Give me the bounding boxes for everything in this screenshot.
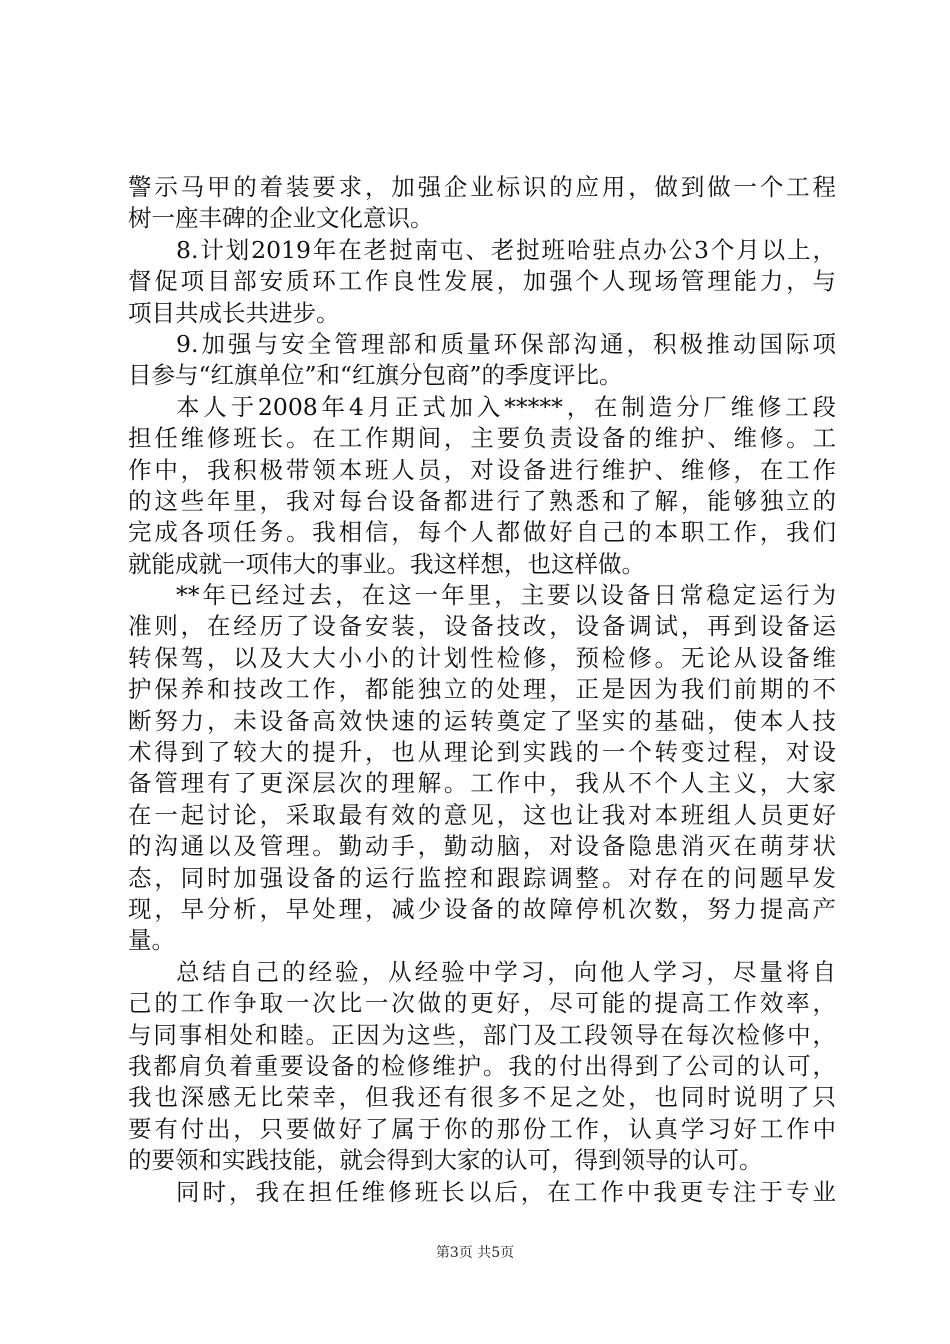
page-number-label: 第3页 共5页 [435,1245,515,1261]
text-line: 在一起讨论，采取最有效的意见，这也让我对本班组人员更好 [128,800,836,829]
text-line: 我都肩负着重要设备的检修维护。我的付出得到了公司的认可， [128,1051,836,1080]
text-line: 警示马甲的着装要求，加强企业标识的应用，做到做一个工程 [128,173,836,201]
paragraph [128,172,836,235]
text-line: 断努力，未设备高效快速的运转奠定了坚实的基础，使本人技 [128,706,836,735]
text-line: 与同事相处和睦。正因为这些，部门及工段领导在每次检修中， [128,1020,836,1049]
text-line: 我也深感无比荣幸，但我还有很多不足之处，也同时说明了只 [128,1083,836,1112]
text-line: 现，早分析，早处理，减少设备的故障停机次数，努力提高产 [128,894,836,923]
text-line: 护保养和技改工作，都能独立的处理，正是因为我们前期的不 [128,675,836,704]
text-line: 就能成就一项伟大的事业。我这样想，也这样做。 [128,549,645,578]
text-line: 督促项目部安质环工作良性发展，加强个人现场管理能力，与 [128,267,836,296]
text-line: 总结自己的经验，从经验中学习，向他人学习，尽量将自 [176,957,836,986]
paragraph [128,392,836,580]
text-line: 态，同时加强设备的运行监控和跟踪调整。对存在的问题早发 [128,863,836,892]
text-line: 准则，在经历了设备安装，设备技改，设备调试，再到设备运 [128,612,836,641]
paragraph [128,580,836,957]
text-line: 备管理有了更深层次的理解。工作中，我从不个人主义，大家 [128,769,836,798]
text-line: 的要领和实践技能，就会得到大家的认可，得到领导的认可。 [128,1146,763,1175]
paragraph [128,957,836,1177]
paragraph [128,235,836,329]
text-line: 要有付出，只要做好了属于你的那份工作，认真学习好工作中 [128,1114,836,1143]
text-line: 的这些年里，我对每台设备都进行了熟悉和了解，能够独立的 [128,486,836,515]
text-line: 完成各项任务。我相信，每个人都做好自己的本职工作，我们 [128,518,836,547]
text-line: 量。 [128,926,175,955]
text-line: 作中，我积极带领本班人员，对设备进行维护、维修，在工作 [128,455,836,484]
text-line: 转保驾，以及大大小小的计划性检修，预检修。无论从设备维 [128,643,836,672]
text-line: 9.加强与安全管理部和质量环保部沟通，积极推动国际项 [176,329,836,358]
text-line: **年已经过去，在这一年里，主要以设备日常稳定运行为 [176,581,836,610]
paragraph [128,1177,836,1208]
paragraph [128,329,836,392]
text-line: 同时，我在担任维修班长以后，在工作中我更专注于专业 [176,1177,836,1206]
page-footer [0,1242,950,1262]
text-line: 己的工作争取一次比一次做的更好，尽可能的提高工作效率， [128,989,836,1018]
text-line: 树一座丰碑的企业文化意识。 [128,204,434,233]
text-line: 术得到了较大的提升，也从理论到实践的一个转变过程，对设 [128,738,836,767]
text-line: 本人于2008年4月正式加入*****，在制造分厂维修工段 [176,392,836,421]
text-line: 8.计划2019年在老挝南屯、老挝班哈驻点办公3个月以上， [176,235,836,264]
text-line: 担任维修班长。在工作期间，主要负责设备的维护、维修。工 [128,424,836,453]
text-line: 项目共成长共进步。 [128,298,340,327]
text-line: 的沟通以及管理。勤动手，勤动脑，对设备隐患消灭在萌芽状 [128,832,836,861]
document-body [128,172,836,1208]
text-line: 目参与“红旗单位”和“红旗分包商”的季度评比。 [128,361,623,390]
